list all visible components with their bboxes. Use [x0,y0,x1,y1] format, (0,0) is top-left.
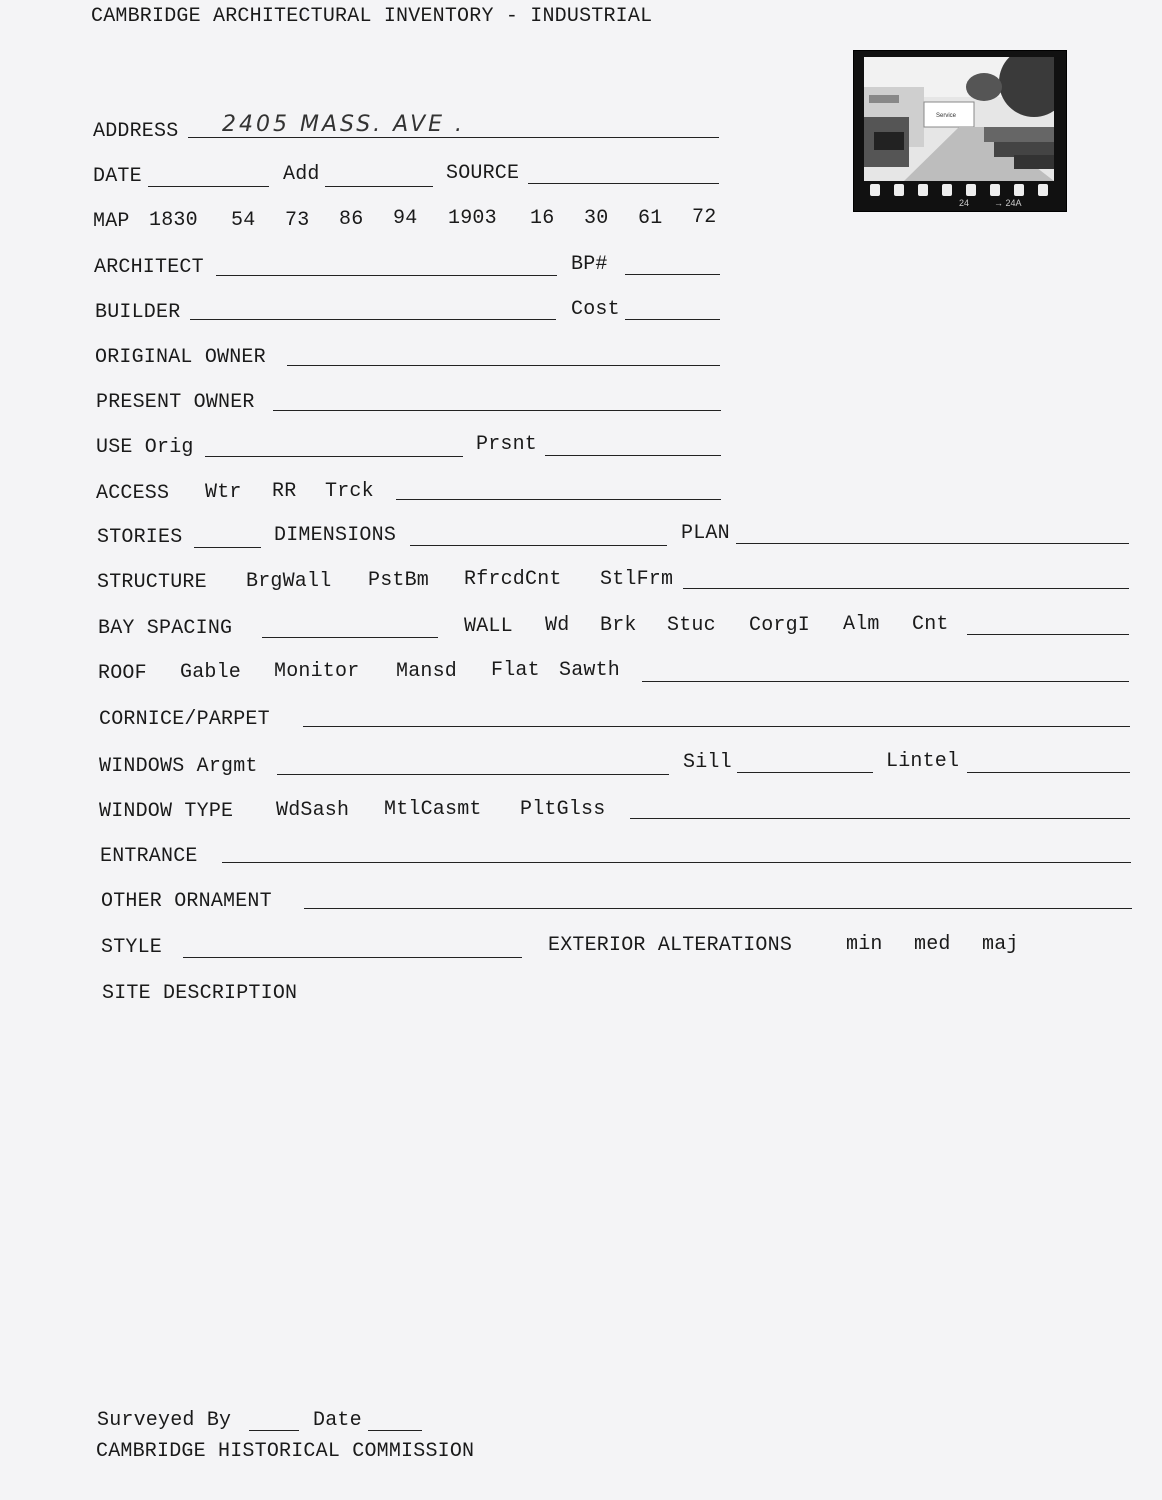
wall-label: WALL [464,615,513,638]
original-owner-line[interactable] [287,365,720,366]
sill-line[interactable] [737,772,873,773]
add-label: Add [283,163,320,186]
structure-option-stlfrm[interactable]: StlFrm [600,568,674,591]
map-year-61[interactable]: 61 [638,207,663,230]
window-type-line[interactable] [630,818,1130,819]
lintel-label: Lintel [886,750,960,773]
address-line[interactable] [188,137,719,138]
window-type-option-wdsash[interactable]: WdSash [276,799,350,822]
wall-option-alm[interactable]: Alm [843,613,880,636]
stories-label: STORIES [97,526,183,549]
commission-name: CAMBRIDGE HISTORICAL COMMISSION [96,1440,475,1463]
roof-option-mansd[interactable]: Mansd [396,660,458,683]
entrance-line[interactable] [222,862,1131,863]
roof-option-gable[interactable]: Gable [180,661,242,684]
film-sprocket-holes [866,184,1054,196]
street-scene-image [864,57,1054,181]
map-year-1903[interactable]: 1903 [448,207,497,230]
site-description-label: SITE DESCRIPTION [102,982,298,1005]
map-year-73[interactable]: 73 [285,209,310,232]
builder-line[interactable] [190,319,556,320]
stories-line[interactable] [194,547,261,548]
windows-argmt-line[interactable] [277,774,669,775]
dimensions-label: DIMENSIONS [274,524,397,547]
structure-line[interactable] [683,588,1129,589]
structure-option-brgwall[interactable]: BrgWall [246,570,332,593]
sill-label: Sill [683,751,732,774]
lintel-line[interactable] [967,772,1130,773]
original-owner-label: ORIGINAL OWNER [95,346,266,369]
wall-option-cnt[interactable]: Cnt [912,613,949,636]
wall-line[interactable] [967,634,1129,635]
access-option-trck[interactable]: Trck [325,480,374,503]
building-photo [853,50,1067,212]
exterior-alterations-label: EXTERIOR ALTERATIONS [548,934,793,957]
present-owner-label: PRESENT OWNER [96,391,255,414]
map-label: MAP [93,210,130,233]
cornice-label: CORNICE/PARPET [99,708,270,731]
roof-option-sawth[interactable]: Sawth [559,659,621,682]
wall-option-corgi[interactable]: CorgI [749,614,811,637]
map-year-16[interactable]: 16 [530,207,555,230]
dimensions-line[interactable] [410,545,667,546]
roof-option-monitor[interactable]: Monitor [274,660,360,683]
roof-label: ROOF [98,662,147,685]
cost-label: Cost [571,298,620,321]
window-type-label: WINDOW TYPE [99,800,234,823]
bay-spacing-line[interactable] [262,637,438,638]
address-value[interactable]: 2405 MASS. AVE . [222,112,466,137]
window-type-option-mtlcasmt[interactable]: MtlCasmt [384,798,482,821]
cost-line[interactable] [625,319,720,320]
address-label: ADDRESS [93,120,179,143]
bay-spacing-label: BAY SPACING [98,617,233,640]
add-line[interactable] [325,186,433,187]
map-year-86[interactable]: 86 [339,208,364,231]
wall-option-brk[interactable]: Brk [600,614,637,637]
architect-label: ARCHITECT [94,256,204,279]
plan-line[interactable] [736,543,1129,544]
form-title: CAMBRIDGE ARCHITECTURAL INVENTORY - INDUSTRIAL [91,5,653,28]
footer-date-label: Date [313,1409,362,1432]
roof-option-flat[interactable]: Flat [491,659,540,682]
builder-label: BUILDER [95,301,181,324]
access-line[interactable] [396,499,721,500]
structure-option-pstbm[interactable]: PstBm [368,569,430,592]
present-owner-line[interactable] [273,410,721,411]
ext-alt-option-med[interactable]: med [914,933,951,956]
style-line[interactable] [183,957,522,958]
prsnt-label: Prsnt [476,433,538,456]
date-label: DATE [93,165,142,188]
other-ornament-line[interactable] [304,908,1132,909]
source-label: SOURCE [446,162,520,185]
surveyed-by-line[interactable] [249,1430,299,1431]
windows-argmt-label: WINDOWS Argmt [99,755,258,778]
map-year-94[interactable]: 94 [393,207,418,230]
window-type-option-pltglss[interactable]: PltGlss [520,798,606,821]
frame-number-right: → 24A [994,198,1022,208]
access-label: ACCESS [96,482,170,505]
bp-label: BP# [571,253,608,276]
surveyed-by-label: Surveyed By [97,1409,232,1432]
footer-date-line[interactable] [368,1430,422,1431]
map-year-54[interactable]: 54 [231,209,256,232]
architect-line[interactable] [216,275,557,276]
structure-option-rfrcdcnt[interactable]: RfrcdCnt [464,568,562,591]
date-line[interactable] [148,186,269,187]
style-label: STYLE [101,936,163,959]
access-option-wtr[interactable]: Wtr [205,481,242,504]
map-year-1830[interactable]: 1830 [149,209,198,232]
svg-text:Service: Service [936,113,957,119]
frame-number-left: 24 [959,198,970,208]
ext-alt-option-min[interactable]: min [846,933,883,956]
use-orig-line[interactable] [205,456,463,457]
other-ornament-label: OTHER ORNAMENT [101,890,272,913]
plan-label: PLAN [681,522,730,545]
structure-label: STRUCTURE [97,571,207,594]
ext-alt-option-maj[interactable]: maj [982,933,1019,956]
cornice-line[interactable] [303,726,1130,727]
map-year-30[interactable]: 30 [584,207,609,230]
wall-option-stuc[interactable]: Stuc [667,614,716,637]
prsnt-line[interactable] [545,455,721,456]
wall-option-wd[interactable]: Wd [545,614,570,637]
source-line[interactable] [528,183,719,184]
access-option-rr[interactable]: RR [272,480,297,503]
roof-line[interactable] [642,681,1129,682]
bp-line[interactable] [625,274,720,275]
map-year-72[interactable]: 72 [692,206,717,229]
use-orig-label: USE Orig [96,436,194,459]
entrance-label: ENTRANCE [100,845,198,868]
